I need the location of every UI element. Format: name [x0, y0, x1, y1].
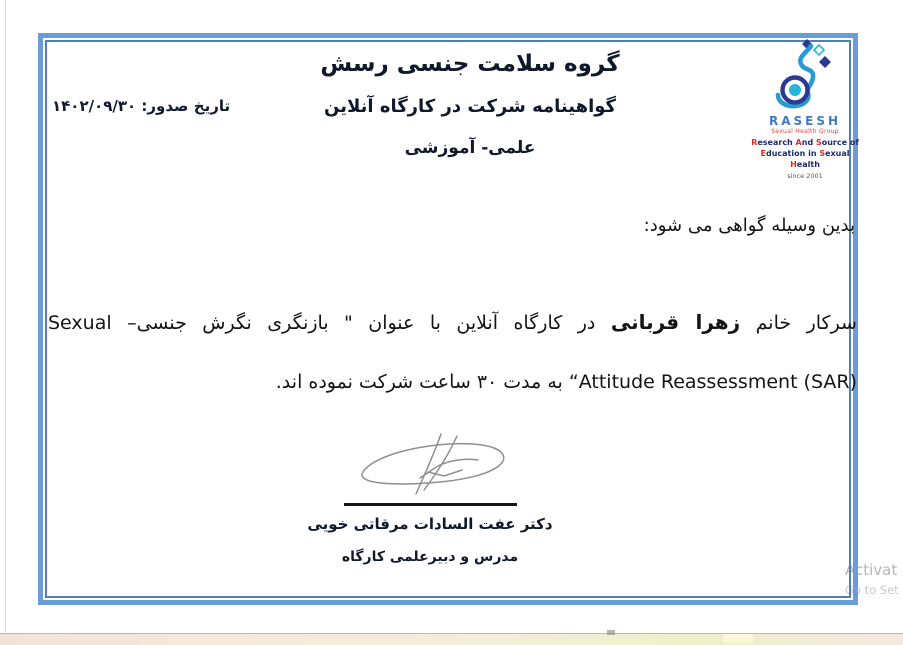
rasesh-logo [746, 36, 864, 180]
body-line1-prefix: سرکار خانم [740, 312, 857, 334]
signature-stroke-4 [428, 470, 462, 476]
organization-title: گروه سلامت جنسی رسش [320, 51, 620, 77]
signature-stroke-3 [420, 459, 478, 478]
issue-date: تاریخ صدور: ۱۴۰۲/۰۹/۳۰ [52, 97, 231, 115]
logo-diamond-teal [814, 45, 824, 55]
body-line1-rest: در کارگاه آنلاین با عنوان " بازنگری نگرش جنسی– Sexual [48, 312, 611, 334]
workshop-type: علمی- آموزشی [404, 138, 536, 158]
logo-center-dot [789, 84, 801, 96]
logo-since-text: since 2001 [787, 172, 823, 181]
body-line-2: Attitude Reassessment (SAR)“ به مدت ۳۰ ساعت شرکت نموده اند. [275, 371, 857, 393]
signer-name: دکتر عفت السادات مرقاتی خویی [307, 515, 553, 533]
handwritten-signature [344, 428, 524, 506]
logo-tagline-line1: Research And Source of [751, 138, 859, 147]
logo-tagline-line2: Education in Sexual Health [760, 148, 850, 169]
watermark-line1: Activat [845, 561, 898, 579]
certificate-subtitle: گواهینامه شرکت در کارگاه آنلاین [324, 96, 616, 117]
signature-underline [344, 503, 517, 506]
body-line-1 [48, 310, 857, 334]
logo-brand-text: RASESH [768, 114, 842, 128]
certify-intro-line: بدین وسیله گواهی می شود: [643, 215, 855, 236]
participant-name: زهرا قربانی [610, 310, 741, 334]
logo-diamond-2 [819, 56, 831, 68]
watermark-line2: Go to Set [845, 583, 899, 597]
logo-brand-subtext: Sexual Health Group [771, 128, 839, 135]
certificate-header [150, 48, 790, 161]
signer-role: مدرس و دبیرعلمی کارگاه [341, 549, 519, 565]
rasesh-swan-circles-icon [746, 36, 864, 114]
